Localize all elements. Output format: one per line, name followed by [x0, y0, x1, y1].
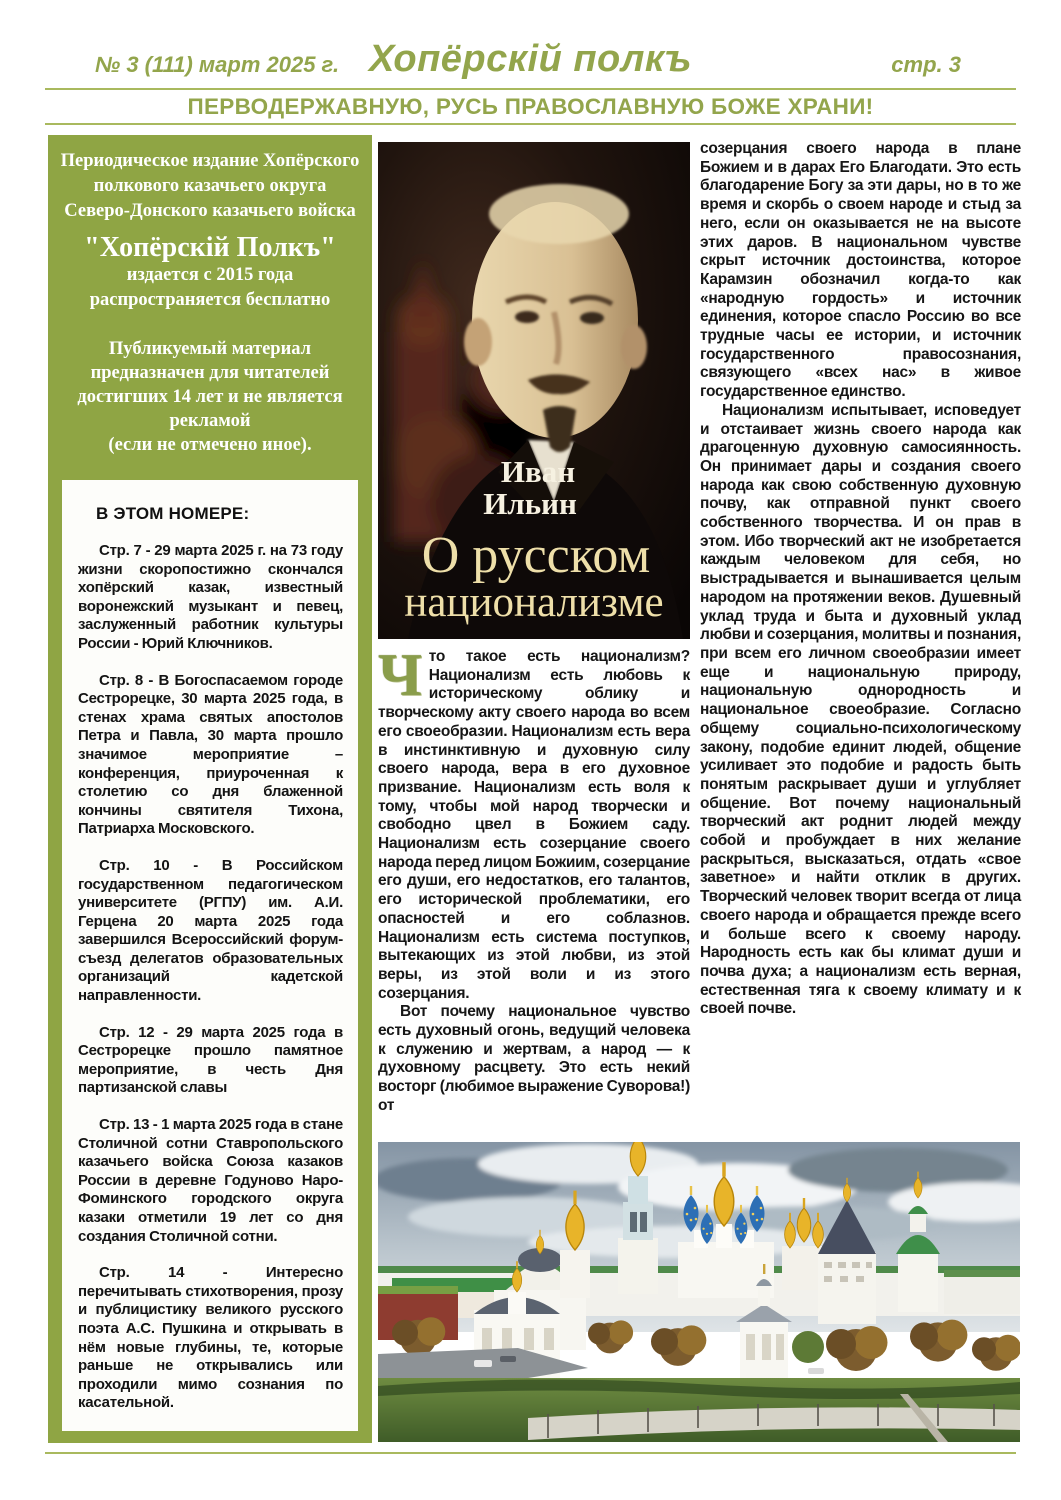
article-paragraph: созерцания своего народа в плане Божием и в дарах Его Благодати. Это есть благодарение Богу за эти дары, но в то же время и скорбь о своем народе и стыд за него, если он оказывается не на высоте этих даров. В национальном чувстве скрыт источник достоинства, которое Карамзин обозначил когда-то как «народную гордость» и источник единения, которое спасло Россию во все трудные часы ее истории, и источник государственного правосознания, связующего «всех нас» в живое государственное единство.: [700, 140, 1021, 401]
publication-free: распространяется бесплатно: [89, 290, 331, 310]
motto-rule: [45, 123, 1016, 125]
masthead-title: Хопёрскій полкъ: [368, 38, 693, 80]
publication-disclaimer-note: (если не отмечено иное).: [108, 435, 312, 455]
book-cover-image: [378, 142, 690, 639]
header-rule: [45, 88, 1016, 90]
toc-item: Стр. 14 - Интересно перечитывать стихотворения, прозу и публицистику великого русского поэта А.С. Пушкина и открывать в нём новые глубины, те, которые раньше не открывались или проходили мимо сознания по касательной.: [78, 1264, 343, 1412]
toc-item: Стр. 13 - 1 марта 2025 года в стане Столичной сотни Ставропольского казачьего войска Союза казаков России в деревне Годуново Наро-Фоминского городского округа казаки отметили 19 лет со дня создания Столичной сотни.: [78, 1116, 343, 1245]
cover-title-line1: О русском: [421, 527, 651, 584]
publication-about: Периодическое издание Хопёрского полкового казачьего округа Северо-Донского казачьего войска: [60, 151, 360, 221]
article-paragraph: Вот почему национальное чувство есть духовный огонь, ведущий человека к служению и жертвам, а народ — к духовному расцвету. Это есть некий восторг (любимое выражение Суворова!) от: [378, 1003, 690, 1114]
toc-item: Стр. 10 - В Российском государственном педагогическом университете (РГПУ) им. А.И. Герцена 20 марта 2025 года завершился Всероссийский форум-съезд делегатов образовательных организаций кадетской направленности.: [78, 856, 343, 1005]
article-column-1: [378, 642, 690, 1116]
toc-item: Стр. 12 - 29 марта 2025 года в Сестрорецке прошло памятное мероприятие, в честь Дня партизанской славы: [78, 1023, 343, 1097]
publication-disclaimer: Публикуемый материал предназначен для читателей достигших 14 лет и не является рекламой: [77, 339, 343, 431]
table-of-contents: [62, 480, 358, 1431]
lavra-photo: [378, 1142, 1020, 1442]
page-number: стр. 3: [891, 52, 961, 77]
sidebar: [48, 135, 372, 1443]
monastery-panorama: [378, 1142, 1020, 1442]
publication-since: издается с 2015 года: [126, 265, 294, 285]
article-paragraph: Что такое есть национализм? Национализм есть любовь к историческому облику и творческому акту своего народа во всем его своеобразии. Национализм есть вера в инстинктивную и духовную силу своего народа, вера в его духовное призвание. Национализм есть воля к тому, чтобы мой народ творчески и свободно цвел в Божием саду. Национализм есть созерцание своего народа перед лицом Божиим, созерцание его души, его недостатков, его талантов, его исторической проблематики, его опасностей и его соблазнов. Национализм есть система поступков, вытекающих из этой любви, из этой веры, из этой воли и из этого созерцания.: [378, 642, 690, 1002]
book-cover-illustration: [378, 142, 690, 639]
cover-title-line2: национализме: [404, 579, 664, 626]
cover-author-line1: Иван: [500, 454, 576, 489]
cover-author-line2: Ильин: [483, 486, 577, 521]
article-column-2: [700, 140, 1021, 1019]
toc-item: Стр. 8 - В Богоспасаемом городе Сестрорецке, 30 марта 2025 года, в стенах храма святых апостолов Петра и Павла, 30 марта прошло значимое мероприятие – конференция, приуроченная к столетию со дня блаженной кончины святителя Тихона, Патриарха Московского.: [78, 671, 343, 838]
article-paragraph: Национализм испытывает, исповедует и отстаивает жизнь своего народа как драгоценную духовную самосиянность. Он принимает дары и создания своего народа как свою собственную духовную почву, как отправной пункт своего собственного творчества. И он прав в этом. Ибо творческий акт не изобретается каждым человеком для себя, но выстрадывается и вынашивается целым народом на протяжении веков. Душевный уклад труда и быта и духовный уклад любви и созерцания, молитвы и познания, при всем его личном своеобразии имеет еще и национальную природу, национальную однородность и национальное своеобразие. Согласно общему социально-психологическому закону, подобие единит людей, общение усиливает это подобие и радость быть понятым раскрывает души и углубляет общение. Вот почему национальный творческий акт роднит людей между собой и пробуждает в них желание раскрыться, высказаться, отдать «свое заветное» и найти отклик в других. Творческий человек творит всегда от лица своего народа и обращается прежде всего и больше всего к своему народу. Народность есть как бы климат души и почва духа; а национализм есть верная, естественная тяга к своему климату и к своей почве.: [700, 401, 1021, 1018]
footer-rule: [45, 1452, 1016, 1454]
issue-number: № 3 (111) март 2025 г.: [95, 52, 340, 77]
toc-item: Стр. 7 - 29 марта 2025 г. на 73 году жизни скоропостижно скончался хопёрский казак, известный воронежский музыкант и певец, заслуженный работник культуры России - Юрий Ключников.: [78, 542, 343, 652]
toc-heading: В ЭТОМ НОМЕРЕ:: [96, 504, 250, 523]
drop-cap-letter: Ч: [378, 642, 422, 708]
motto-banner: ПЕРВОДЕРЖАВНУЮ, РУСЬ ПРАВОСЛАВНУЮ БОЖЕ ХРАНИ!: [187, 94, 874, 119]
publication-title: "Хопёрскій Полкъ": [84, 232, 336, 263]
